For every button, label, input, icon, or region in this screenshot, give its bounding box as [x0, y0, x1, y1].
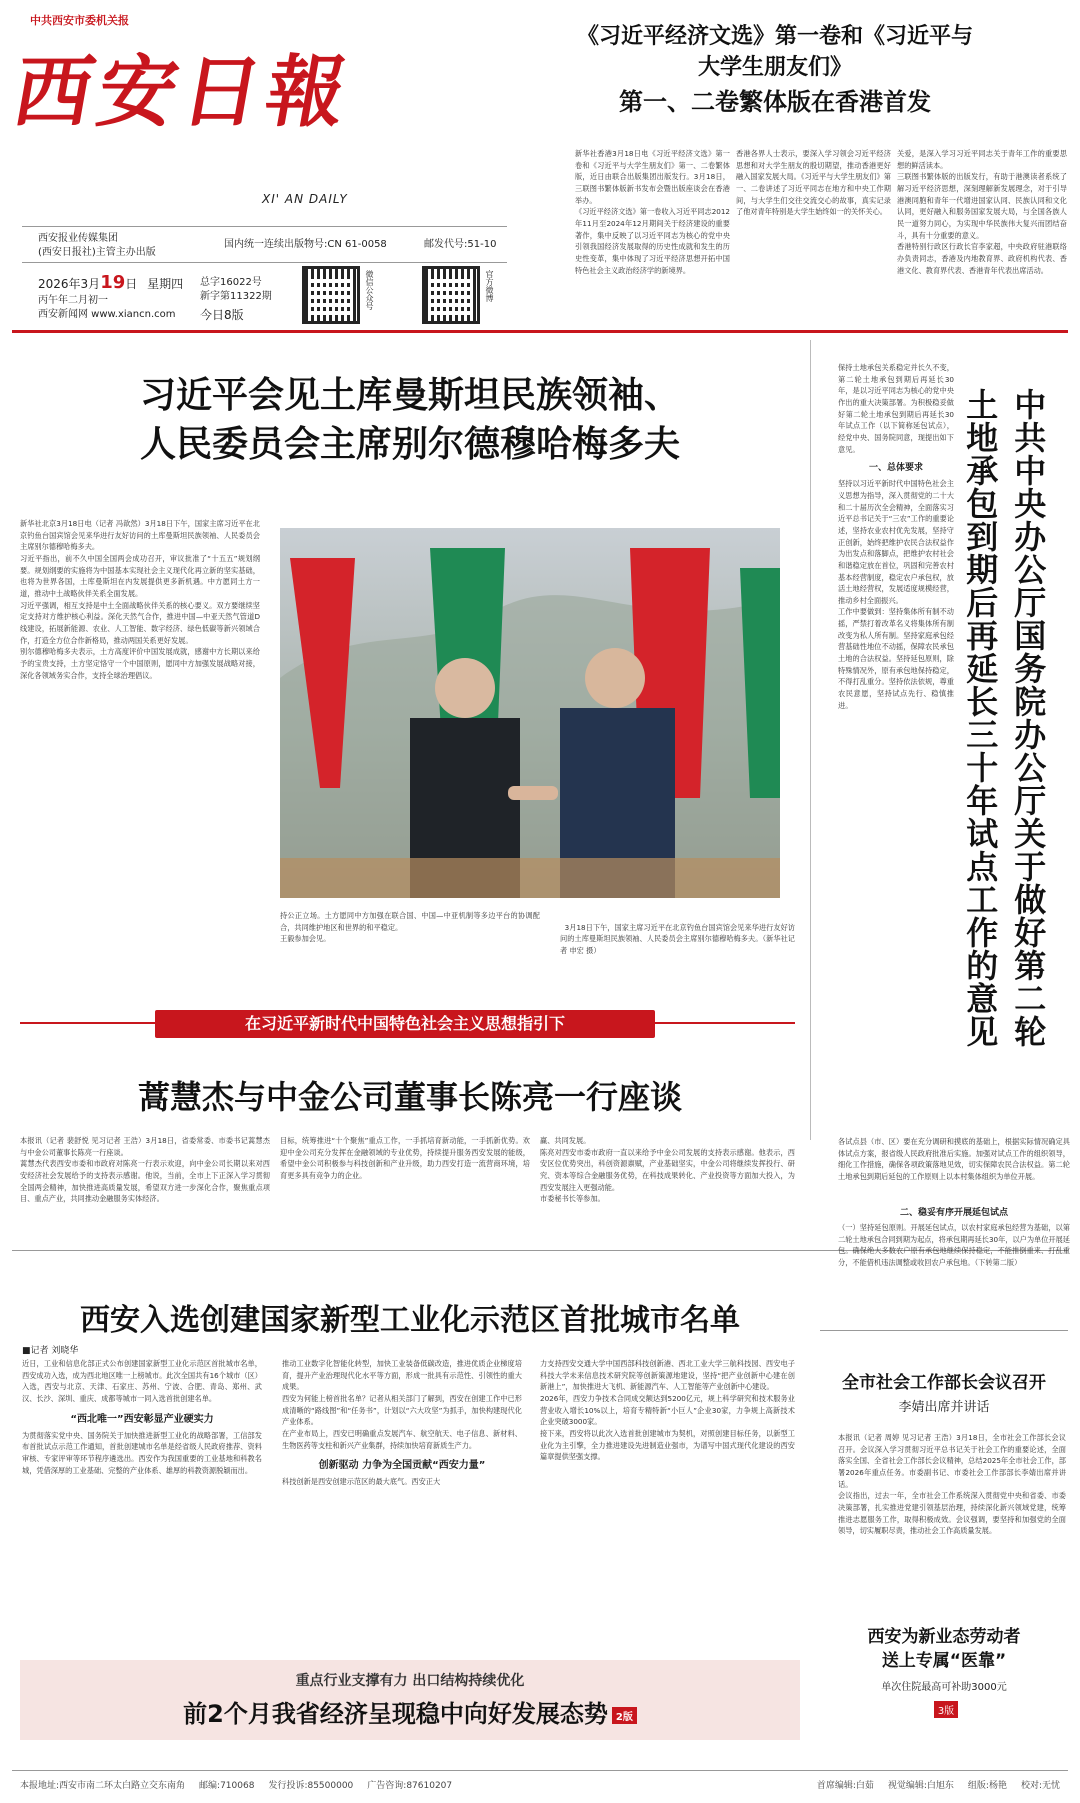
- land-section2: 二、稳妥有序开展延包试点 （一）坚持延包原则。开展延包试点，以农村家庭承包经营为基础，以第二轮土地承包合同到期为起点，将承包期再延长30年，以户为单位开展延包。确保绝大多数农户原有承包地继续保持稳定，不能推倒重来、打乱重分，不能借机违法调整或收回农户承包地。（下转第二版）: [838, 1205, 1070, 1305]
- footer-ad: 广告咨询:87610207: [367, 1781, 453, 1791]
- social-work-subtitle: 李婧出席并讲话: [898, 1400, 990, 1415]
- right-promo[interactable]: [820, 1604, 1068, 1734]
- lunar-date: 丙午年二月初一: [38, 295, 108, 306]
- footer: [20, 1778, 1060, 1791]
- footer-group: 组版:杨艳: [967, 1781, 1007, 1791]
- right-promo-line2: 送上专属“医靠”: [881, 1650, 1007, 1671]
- top-story-col2: 香港各界人士表示，要深入学习领会习近平经济思想和对大学生朋友的殷切期望，推动香港更好融入国家发展大局。《习近平与大学生朋友们》第一、二卷讲述了习近平同志在地方和中央工作期间，与大学生们交往交流交心的故事，真实记录了他对青年特别是大学生始终如一的关怀关心。: [736, 149, 891, 217]
- cn-number: 国内统一连续出版物号:CN 61-0058: [224, 239, 387, 250]
- footer-delivery: 发行投诉:85500000: [268, 1781, 354, 1791]
- land-title-a: 中共中央办公厅国务院办公厅关于做好第二轮: [1009, 388, 1048, 1048]
- page-count: 今日8版: [200, 308, 244, 322]
- right-promo-line1: 西安为新业态劳动者: [867, 1627, 1021, 1647]
- promo-title: 前2个月我省经济呈现稳中向好发展态势 2版: [20, 1694, 800, 1729]
- main-story-tail: 持公正立场。土方愿同中方加强在联合国、中国—中亚机制等多边平台的协调配合，共同维护地区和世界的和平稳定。 王毅参加会见。: [280, 911, 540, 944]
- industry-byline: ■记者 刘晓华: [22, 1346, 79, 1356]
- right-promo-line3: 单次住院最高可补助3000元: [881, 1681, 1007, 1693]
- issue-date: 2026年3月19日 星期四: [38, 272, 184, 293]
- industry-subhead-2: 创新驱动 力争为全国贡献“西安力量”: [318, 1460, 486, 1472]
- wechat-qr-icon[interactable]: [302, 266, 360, 324]
- land-section1-title: 一、总体要求: [868, 463, 923, 474]
- promo-subtitle: 重点行业支撑有力 出口结构持续优化: [295, 1673, 525, 1689]
- main-photo: [280, 528, 780, 898]
- promo-page-badge[interactable]: 2版: [612, 1707, 637, 1724]
- masthead-divider: [12, 330, 1068, 333]
- main-story-title: 习近平会见土库曼斯坦民族领袖、 人民委员会主席别尔德穆哈梅多夫: [139, 375, 680, 465]
- top-story-col1: 新华社香港3月18日电《习近平经济文选》第一卷和《习近平与大学生朋友们》第一、二卷繁体版，近日由联合出版集团出版发行。3月18日，三联图书繁体版新书发布会暨出版座谈会在香港举办。 《习近平经济文选》第一卷收入习近平同志2012年11月至2024年12月期间关于经济建设的重要著作，集中反映了以习近平同志为核心的党中央引领我国经济发展取得的历史性成就和发生的历史性变革，集中体现了习近平经济思想开拓中国特色社会主义政治经济学的新境界。: [575, 149, 730, 275]
- qr2-label: 官方微博: [485, 270, 494, 302]
- publisher-info: 西安报业传媒集团 (西安日报社)主管主办出版: [38, 233, 156, 258]
- issue-total: 总字16022号: [200, 277, 262, 288]
- party-organ-label: 中共西安市委机关报: [30, 14, 129, 27]
- post-code: 邮发代号:51-10: [424, 239, 497, 250]
- footer-postal: 邮编:710068: [199, 1781, 255, 1791]
- website[interactable]: 西安新闻网 www.xiancn.com: [38, 309, 176, 320]
- land-article-col: 保持土地承包关系稳定并长久不变，第二轮土地承包到期后再延长30年，是以习近平同志为核心的党中央作出的重大决策部署。为积极稳妥做好第二轮土地承包到期后再延长30年试点工作（以下简称延包试点），经党中央、国务院同意，现提出如下意见。 一、总体要求 坚持以习近平新时代中国特色社会主义思想为指导，深入贯彻党的二十大和二十届历次全会精神，全面落实习近平总书记关于“三农”工作的重要论述，坚持农业农村优先发展，坚持守正创新，始终把维护农民合法权益作为出发点和落脚点，把维护农村社会和谐稳定放在首位，巩固和完善农村基本经营制度，稳定农户承包权，放活土地经营权，发展适度规模经营，推动乡村全面振兴。 工作中要做到：坚持集体所有制不动摇，严禁打着改革名义将集体所有制改变为私人所有制。坚持家庭承包经营基础性地位不动摇，保障农民承包土地的合法权益。坚持延包原则，除特殊情况外，原有承包地保持稳定，不得打乱重分。坚持依法依规，尊重农民意愿，坚持试点先行、稳慎推进。: [838, 363, 954, 710]
- top-story-col3: 关爱，是深入学习习近平同志关于青年工作的重要思想的鲜活读本。 三联图书繁体版的出版发行，有助于港澳读者系统了解习近平经济思想，深刻理解新发展理念，对于引导港澳同胞和青年一代增进国家认同、民族认同和文化认同，更好融入和服务国家发展大局，与全国各族人民一道努力同心，为实现中华民族伟大复兴而团结奋斗，具有十分重要的意义。 香港特别行政区行政长官李家超，中央政府驻港联络办负责同志，香港及内地教育界、政府机构代表、香港文化、教育界代表、香港青年代表出席活动。: [897, 149, 1067, 275]
- land-section2-title: 二、稳妥有序开展延包试点: [899, 1208, 1008, 1218]
- footer-editor: 首席编辑:白茹: [816, 1781, 874, 1791]
- issue-new: 新字第11322期: [200, 291, 272, 302]
- english-name: XI' AN DAILY: [262, 192, 348, 206]
- weibo-qr-icon[interactable]: [422, 266, 480, 324]
- industry-col3: 力支持西安交通大学中国西部科技创新港、西北工业大学三航科技园、西安电子科技大学未来信息技术研究院等创新策源地建设，坚持“把产业创新中心建在创新港上”，加快推进大飞机、新能源汽车、人工智能等产业创新中心建设。 2026年，西安力争技术合同成交额达到5200亿元，规上科学研究和技术服务业营业收入增长10%以上，培育专精特新“小巨人”企业30家，力争规上高新技术企业突破3000家。 接下来，西安将以此次入选首批创建城市为契机，对照创建目标任务，以新型工业化为主引擎，全力推进建设先进制造业强市，为谱写中国式现代化建设的西安篇章提供坚强支撑。: [540, 1359, 795, 1462]
- newspaper-logo: 西安日報: [6, 47, 359, 138]
- industry-col2: 推动工业数字化智能化转型，加快工业装备低碳改造，推进优质企业梯度培育，提升产业治理现代化水平等方面，形成一批具有示范性、引领性的重大成果。 西安为何能上榜首批名单？记者从相关部门了解到，西安在创建工作中已形成清晰的“路线图”和“任务书”，计划以“六大攻坚”为抓手，加快构建现代化产业体系。 在产业布局上，西安已明确重点发展汽车、航空航天、电子信息、新材料、生物医药等支柱和新兴产业集群，持续加快培育新质生产力。 创新驱动 力争为全国贡献“西安力量” 科技创新是西安创建示范区的最大底气。西安正大: [282, 1359, 522, 1487]
- meeting-col3: 赢、共同发展。 陈亮对西安市委市政府一直以来给予中金公司发展的支持表示感谢。他表示，西安区位优势突出，科创资源禀赋，产业基础坚实，中金公司将继续发挥投行、研究、资本等综合金融服务优势，在科技成果转化、产业投资等方面加大投入，为西安发展注入更强动能。 市委秘书长等参加。: [540, 1136, 795, 1204]
- footer-address: 本报地址:西安市南二环太白路立交东南角: [20, 1781, 186, 1791]
- meeting-col1: 本报讯（记者 裴舒悦 见习记者 王浩）3月18日，省委常委、市委书记蒿慧杰与中金公司董事长陈亮一行座谈。 蒿慧杰代表西安市委和市政府对陈亮一行表示欢迎，向中金公司长期以来对西安经济社会发展给予的支持表示感谢。他说，当前，全市上下正深入学习贯彻全国两会精神，加快推进高质量发展，希望双方进一步深化合作，聚焦重点项目、重点产业，共同推动金融服务实体经济。: [20, 1136, 270, 1204]
- industry-subhead-1: “西北唯一”西安彰显产业硬实力: [70, 1413, 214, 1425]
- footer-visual: 视觉编辑:白旭东: [887, 1781, 954, 1791]
- bottom-promo[interactable]: [20, 1660, 800, 1740]
- photo-caption: 3月18日下午，国家主席习近平在北京钓鱼台国宾馆会见来华进行友好访问的土库曼斯坦民族领袖、人民委员会主席别尔德穆哈梅多夫。（新华社记者 申宏 摄）: [560, 922, 795, 955]
- top-story-title: 《习近平经济文选》第一卷和《习近平与大学生朋友们》 第一、二卷繁体版在香港首发: [576, 24, 973, 116]
- land-title-b: 土地承包到期后再延长三十年试点工作的意见: [961, 388, 1000, 1048]
- social-work-title: 全市社会工作部长会议召开: [842, 1373, 1046, 1393]
- social-work-body: 本报讯（记者 周婷 见习记者 王浩）3月18日，全市社会工作部长会议召开。会议深入学习贯彻习近平总书记关于社会工作的重要论述，全面落实全国、全省社会工作部长会议精神，总结2025年全市社会工作，部署2026年重点任务。市委副书记、市委社会工作部部长李婧出席并讲话。 会议指出，过去一年，全市社会工作系统深入贯彻党中央和省委、市委决策部署，扎实推进党建引领基层治理，持续深化新兴领域党建，统筹推进志愿服务工作，取得积极成效。会议强调，要坚持和加强党的全面领导，切实履职尽责，推动社会工作高质量发展。: [838, 1433, 1066, 1536]
- meeting-story-title: 蒿慧杰与中金公司董事长陈亮一行座谈: [137, 1078, 682, 1116]
- photo-credit: （新华社记者 申宏 摄）: [560, 934, 795, 955]
- main-story-text: 新华社北京3月18日电（记者 冯歆然）3月18日下午，国家主席习近平在北京钓鱼台国宾馆会见来华进行友好访问的土库曼斯坦民族领袖、人民委员会主席别尔德穆哈梅多夫。 习近平指出，前不久中国全国两会成功召开，审议批准了“十五五”规划纲要。规划纲要的实施将为中国基本实现社会主义现代化再立新的坚实基础，也将为世界各国，土库曼斯坦在内发展提供更多新机遇。中方愿同土方一道，推动中土战略伙伴关系全面发展。 习近平强调，相互支持是中土全面战略伙伴关系的核心要义。双方要继续坚定支持对方维护核心利益。深化天然气合作，推进中国—中亚天然气管道D线建设，拓展新能源、农业、人工智能、数字经济、绿色低碳等新兴领域合作，打造全方位合作新格局，推动两国关系更好发展。 别尔德穆哈梅多夫表示，土方高度评价中国发展成就，感谢中方长期以来给予的宝贵支持，土方坚定恪守一个中国原则，愿同中方加强发展战略对接，深化各领域务实合作，支持全球治理倡议。: [20, 519, 260, 680]
- industry-story-title: 西安入选创建国家新型工业化示范区首批城市名单: [80, 1303, 740, 1338]
- qr1-label: 微信公众号: [365, 270, 374, 310]
- meeting-col2: 目标，统筹推进“十个聚焦”重点工作，一手抓培育新动能，一手抓新优势。欢迎中金公司充分发挥在金融领域的专业优势，持续提升服务西安发展的能级，希望中金公司积极参与科技创新和产业升级，助力西安打造一流营商环境，培育更多具有竞争力的企业。: [280, 1136, 530, 1180]
- land-section1-tail: 各试点县（市、区）要在充分调研和摸底的基础上，根据实际情况确定具体试点方案，报省级人民政府批准后实施。加强对试点工作的组织领导，细化工作措施，确保各项政策落地见效，切实保障农民合法权益。第二轮土地承包到期后延包的工作原则上以本村集体组织为单位开展。: [838, 1137, 1070, 1181]
- theme-banner: 在习近平新时代中国特色社会主义思想指引下: [155, 1010, 655, 1038]
- footer-proof: 校对:无忧: [1020, 1781, 1060, 1791]
- industry-col1: 近日，工业和信息化部正式公布创建国家新型工业化示范区首批城市名单，西安成功入选，成为西北地区唯一上榜城市。此次全国共有16个城市（区）入选，西安与北京、天津、石家庄、苏州、宁波、合肥、青岛、郑州、武汉、长沙、深圳、重庆、成都等城市一同入选首批创建名单。 “西北唯一”西安彰显产业硬实力 为贯彻落实党中央、国务院关于加快推进新型工业化的战略部署，工信部发布首批试点示范工作通知，首批创建城市名单是经省级人民政府推荐、资料审核、专家评审等环节程序遴选出。西安作为我国重要的工业基地和科教名城，凭借深厚的工业基础、完整的产业体系、雄厚的科教资源脱颖而出。: [22, 1359, 262, 1475]
- right-promo-page-badge[interactable]: 3版: [934, 1701, 958, 1718]
